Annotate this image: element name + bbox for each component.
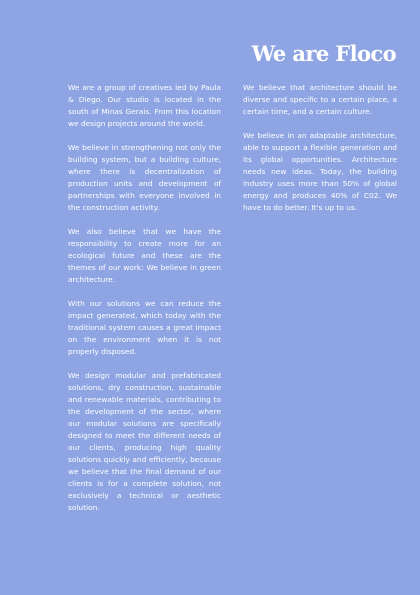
paragraph: We design modular and prefabricated solutions, dry construction, sustainable and renewable materials, contributing to the development of the sector, where our modular solutions are specifically designed to meet the different needs of our clients, producing high quality solutions quickly and efficiently, because we believe that the final demand of our clients is for a complete solution, not exclusively a technical or aesthetic solution. [68,371,221,512]
paragraph: We believe in an adaptable architecture, able to support a flexible generation and its global opportunities. Architecture needs new ideas. Today, the building industry uses more than 50% of global energy and produces 40% of C02. We have to do better. It's up to us. [243,131,397,212]
left-text-column [68,82,221,526]
page-title: We are Floco [251,41,396,66]
paragraph: We believe that architecture should be diverse and specific to a certain place, a certain time, and a certain culture. [243,83,397,116]
paragraph: We also believe that we have the responsibility to create more for an ecological future and these are the themes of our work: We believe in green architecture. [68,227,221,284]
right-text-column [243,82,397,226]
paragraph: We are a group of creatives led by Paula & Diego. Our studio is located in the south of Minas Gerais. From this location we design projects around the world. [68,83,221,128]
paragraph: With our solutions we can reduce the impact generated, which today with the traditional system causes a great impact on the environment when it is not properly disposed. [68,299,221,356]
paragraph: We believe in strengthening not only the building system, but a building culture, where there is decentralization of production units and development of partnerships with everyone involved in the construction activity. [68,143,221,212]
